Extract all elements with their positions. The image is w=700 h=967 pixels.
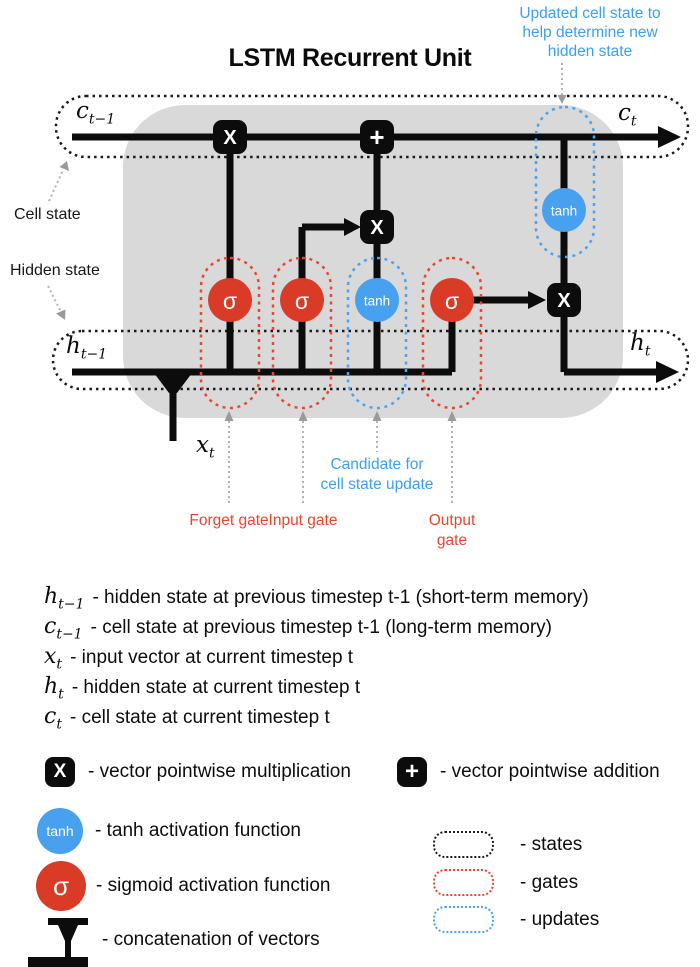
multiply-node-candidate	[360, 210, 394, 244]
cell-state-arrowhead	[60, 161, 70, 171]
var-h-cur	[630, 330, 651, 360]
legend-concat-text: - concatenation of vectors	[102, 929, 320, 950]
add-glyph: +	[369, 122, 385, 152]
tanh-glyph: tanh	[550, 203, 578, 219]
output-multiply-arrowhead	[528, 291, 546, 309]
var-sub: t−1	[88, 111, 116, 128]
def-text: - cell state at current timestep t	[69, 707, 330, 728]
legend-multiply-text: - vector pointwise multiplication	[88, 761, 351, 782]
legend-sigmoid-text: - sigmoid activation function	[96, 875, 331, 896]
sigma-glyph: σ	[444, 288, 460, 314]
candidate-arrowhead	[373, 411, 382, 421]
var-sub: t	[208, 445, 215, 462]
candidate-label: Candidate for cell state update	[320, 456, 434, 493]
definition-row	[44, 674, 589, 704]
var-base: x	[196, 432, 209, 458]
legend-states	[433, 831, 582, 858]
def-var: $h_t$	[44, 674, 64, 703]
var-base: c	[76, 98, 89, 124]
definition-row	[44, 584, 589, 614]
input-arrowhead	[299, 411, 308, 421]
page-title: LSTM Recurrent Unit	[228, 44, 472, 72]
def-text: - cell state at previous timestep t-1 (long-term memory)	[90, 617, 553, 638]
var-sub: t−1	[80, 346, 108, 363]
sigmoid-icon: σ	[36, 861, 86, 911]
definition-row	[44, 704, 589, 734]
cell-tanh-node	[542, 188, 586, 232]
var-x-cur	[196, 432, 215, 462]
legend-multiply	[45, 757, 351, 787]
hidden-state-pointer-line	[48, 286, 61, 312]
input-sigmoid-node	[280, 278, 324, 322]
output-arrowhead	[448, 411, 457, 421]
forget-gate-label: Forget gate	[189, 512, 269, 529]
var-sub: t	[644, 343, 651, 360]
sigma-glyph: σ	[222, 288, 238, 314]
sigma-glyph: σ	[294, 288, 310, 314]
multiply-glyph: X	[557, 290, 571, 312]
cell-state-label: Cell state	[14, 206, 81, 223]
output-gate-label: Output gate	[428, 512, 476, 549]
def-text: - hidden state at current timestep t	[71, 677, 361, 698]
hidden-state-arrowhead	[56, 310, 66, 321]
definitions-list	[44, 584, 589, 734]
annotation-updated-cell-state: Updated cell state to help determine new hidden state	[519, 5, 661, 60]
legend-gates-text: - gates	[520, 871, 579, 893]
states-swatch-icon	[433, 831, 494, 858]
updates-swatch-icon	[433, 906, 494, 933]
multiply-icon: X	[45, 757, 75, 787]
tanh-glyph: tanh	[363, 293, 391, 309]
def-var: $c_{t-1}$	[44, 614, 83, 643]
def-var: $c_t$	[44, 704, 62, 733]
legend-add-text: - vector pointwise addition	[440, 761, 660, 782]
legend-gates	[433, 869, 578, 896]
legend-updates	[433, 906, 599, 933]
definition-row	[44, 614, 589, 644]
var-base: h	[66, 333, 81, 359]
multiply-glyph: X	[370, 217, 384, 239]
hidden-state-rail	[53, 331, 688, 389]
legend-add	[397, 757, 660, 787]
multiply-node-cell	[213, 120, 247, 154]
legend-updates-text: - updates	[520, 908, 600, 930]
add-node	[360, 120, 394, 154]
var-base: c	[618, 100, 631, 126]
input-gate-label: Input gate	[268, 512, 338, 529]
multiply-node-output	[547, 283, 581, 317]
var-c-cur	[618, 100, 637, 130]
annotation-arrowhead	[558, 95, 567, 104]
var-sub: t	[630, 113, 637, 130]
forget-sigmoid-node	[208, 278, 252, 322]
def-var: $x_t$	[44, 644, 63, 673]
hidden-state-label: Hidden state	[10, 262, 100, 279]
def-text: - hidden state at previous timestep t-1 (short-term memory)	[92, 587, 589, 608]
var-c-prev	[76, 98, 116, 128]
add-icon: +	[397, 757, 427, 787]
def-var: $h_{t-1}$	[44, 584, 85, 613]
def-text: - input vector at current timestep t	[70, 647, 354, 668]
gates-swatch-icon	[433, 869, 494, 896]
var-h-prev	[66, 333, 108, 363]
forget-arrowhead	[225, 411, 234, 421]
cell-out-arrowhead	[658, 126, 681, 148]
multiply-glyph: X	[223, 127, 237, 149]
cell-state-pointer-line	[49, 170, 63, 201]
legend-tanh-text: - tanh activation function	[95, 820, 301, 841]
legend-tanh	[37, 808, 301, 854]
cropped-bottom-element	[28, 957, 88, 967]
output-sigmoid-node	[430, 278, 474, 322]
definition-row	[44, 644, 589, 674]
tanh-icon: tanh	[37, 808, 83, 854]
legend-sigmoid	[36, 861, 330, 911]
var-base: h	[630, 330, 645, 356]
candidate-tanh-node	[355, 278, 399, 322]
legend-states-text: - states	[520, 833, 583, 855]
input-multiply-arrowhead	[344, 218, 361, 236]
hidden-out-arrowhead	[656, 361, 679, 383]
